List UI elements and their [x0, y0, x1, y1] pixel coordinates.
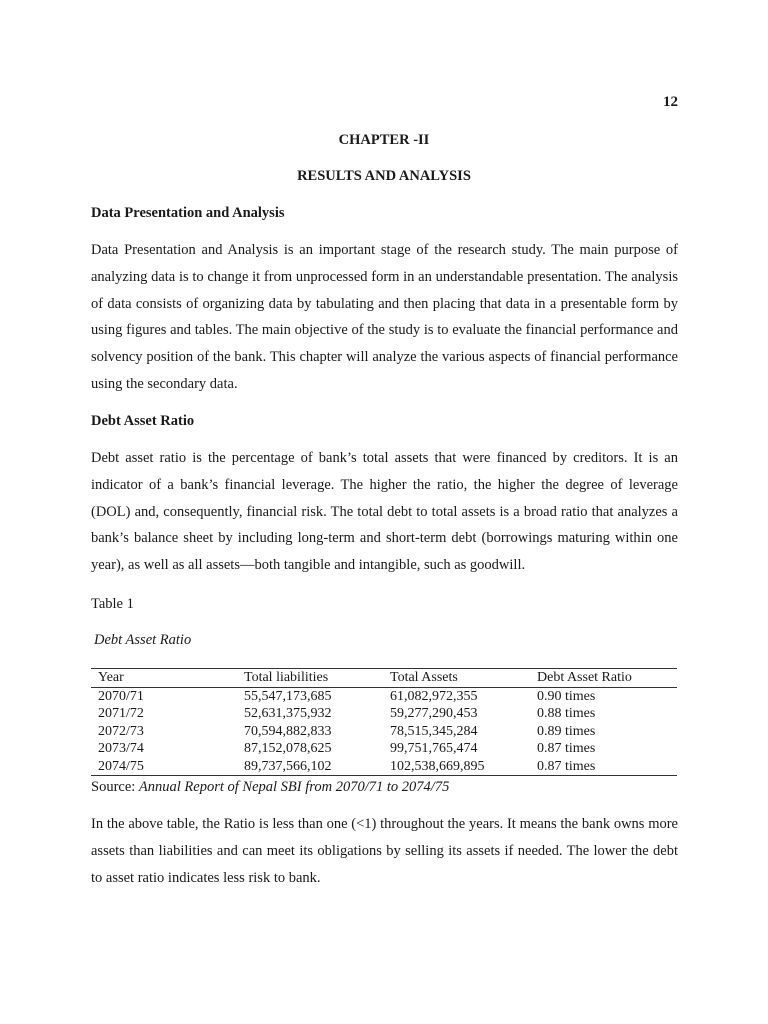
column-header-total-liabilities: Total liabilities — [237, 669, 383, 688]
paragraph-debt-asset-ratio: Debt asset ratio is the percentage of bank’s total assets that were financed by creditors. It is an indicator of a bank’s financial leverage. The higher the ratio, the higher the degree of leverage (DOL) and, consequently, financial risk. The total debt to total assets is a broad ratio that analyzes a bank’s balance sheet by including long-term and short-term debt (borrowings maturing within one year), as well as all assets—both tangible and intangible, such as goodwill. — [91, 450, 678, 574]
debt-asset-table — [91, 668, 677, 776]
table-label: Table 1 — [91, 596, 134, 612]
table-source — [91, 779, 449, 796]
section-title: RESULTS AND ANALYSIS — [297, 168, 471, 184]
cell-total-assets: 99,751,765,474 — [390, 741, 478, 756]
table-row — [91, 687, 677, 705]
source-text: Annual Report of Nepal SBI from 2070/71 to 2074/75 — [138, 779, 450, 795]
paragraph-interpretation: In the above table, the Ratio is less than one (<1) throughout the years. It means the bank owns more assets than liabilities and can meet its obligations by selling its assets if needed. The lower the debt to asset ratio indicates less risk to bank. — [91, 816, 678, 886]
cell-debt-asset-ratio: 0.87 times — [530, 758, 677, 776]
heading-data-presentation: Data Presentation and Analysis — [91, 205, 285, 221]
column-header-debt-asset-ratio: Debt Asset Ratio — [530, 669, 677, 688]
cell-debt-asset-ratio: 0.90 times — [537, 688, 596, 704]
cell-debt-asset-ratio: 0.88 times — [537, 706, 596, 721]
table-header-row — [91, 669, 677, 688]
chapter-heading: CHAPTER -II — [338, 132, 430, 148]
cell-total-assets: 61,082,972,355 — [390, 688, 478, 704]
cell-total-liabilities: 52,631,375,932 — [244, 706, 332, 721]
cell-year: 2074/75 — [91, 758, 237, 776]
table-row — [91, 740, 677, 758]
cell-year: 2070/71 — [98, 688, 144, 704]
column-header-year: Year — [91, 669, 237, 688]
cell-year: 2071/72 — [98, 706, 144, 721]
paragraph-data-presentation: Data Presentation and Analysis is an important stage of the research study. The main purpose of analyzing data is to change it from unprocessed form in an understandable presentation. The analysis of data consists of organizing data by tabulating and then placing that data in a presentable form by using figures and tables. The main objective of the study is to evaluate the financial performance and solvency position of the bank. This chapter will analyze the various aspects of financial performance using the secondary data. — [91, 242, 678, 392]
cell-total-assets: 102,538,669,895 — [383, 758, 530, 776]
cell-total-assets: 59,277,290,453 — [390, 706, 478, 721]
cell-total-liabilities: 87,152,078,625 — [244, 741, 332, 756]
cell-year: 2072/73 — [98, 723, 144, 739]
cell-debt-asset-ratio: 0.87 times — [537, 741, 596, 756]
table-row — [91, 758, 677, 776]
cell-total-liabilities: 89,737,566,102 — [237, 758, 383, 776]
cell-year: 2073/74 — [98, 741, 144, 756]
heading-debt-asset-ratio: Debt Asset Ratio — [91, 413, 195, 429]
cell-total-liabilities: 70,594,882,833 — [244, 723, 332, 739]
table-title: Debt Asset Ratio — [94, 632, 192, 648]
cell-total-assets: 78,515,345,284 — [390, 723, 478, 739]
table-row — [91, 723, 677, 741]
table-row — [91, 705, 677, 723]
cell-debt-asset-ratio: 0.89 times — [537, 723, 596, 739]
column-header-total-assets: Total Assets — [383, 669, 530, 688]
page-number: 12 — [663, 94, 678, 110]
cell-total-liabilities: 55,547,173,685 — [244, 688, 332, 704]
source-label: Source: — [91, 779, 136, 795]
